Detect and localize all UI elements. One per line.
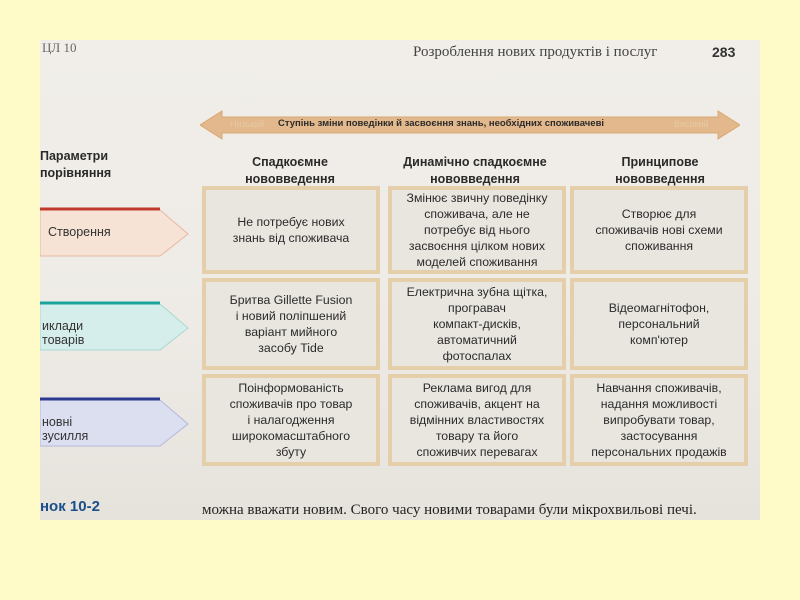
cell-examples-discontinuous <box>570 278 748 370</box>
cell-creation-continuous <box>202 186 380 274</box>
cell-line: товару та його <box>435 429 519 443</box>
cell-line: автоматичний <box>437 333 517 347</box>
cell-line: моделей споживання <box>416 255 538 269</box>
cell-line: варіант мийного <box>244 325 338 339</box>
degree-arrow <box>200 108 740 142</box>
cell-line: надання можливості <box>600 397 718 411</box>
cell-line: Реклама вигод для <box>422 381 532 395</box>
cell-line: засвоєння цілком нових <box>408 239 546 253</box>
cell-line: споживання <box>624 239 694 253</box>
cell-line: Змінює звичну поведінку <box>406 191 548 205</box>
cell-efforts-discontinuous <box>570 374 748 466</box>
column-header-line: Спадкоємне <box>252 155 328 169</box>
cell-line: споживчих перевагах <box>416 445 538 459</box>
cell-line: застосування <box>620 429 698 443</box>
row-label: иклади товарів <box>42 319 85 347</box>
row-label: Створення <box>48 225 111 239</box>
cell-line: програвач <box>448 301 506 315</box>
cell-line: потребує від нього <box>424 223 530 237</box>
cell-creation-discontinuous <box>570 186 748 274</box>
column-header-line: нововведення <box>615 172 705 186</box>
cell-line: споживачів нові схеми <box>595 223 723 237</box>
cell-line: компакт-дисків, <box>433 317 521 331</box>
cell-line: Створює для <box>621 207 697 221</box>
cell-line: споживачів, акцент на <box>414 397 540 411</box>
column-header-dynamic <box>380 154 570 188</box>
column-header-line: нововведення <box>430 172 520 186</box>
chapter-label: ЦЛ 10 <box>42 40 77 55</box>
arrow-low-label: Низький <box>230 119 265 129</box>
cell-line: Поінформованість <box>238 381 344 395</box>
cell-line: засобу Tide <box>258 341 324 355</box>
body-text-line: можна вважати новим. Свого часу новими товарами були мікрохвильові печі. <box>202 502 697 518</box>
cell-line: Навчання споживачів, <box>596 381 722 395</box>
cell-efforts-continuous <box>202 374 380 466</box>
column-header-continuous <box>210 154 370 188</box>
cell-line: персональних продажів <box>591 445 727 459</box>
cell-line: фотоспалах <box>442 349 512 363</box>
cell-line: Не потребує нових <box>237 215 345 229</box>
row-label: новні зусилля <box>42 415 89 443</box>
cell-line: Бритва Gillette Fusion <box>229 293 353 307</box>
cell-efforts-dynamic <box>388 374 566 466</box>
cell-line: і налагодження <box>247 413 335 427</box>
book-page-photo <box>40 40 760 520</box>
cell-line: споживача, але не <box>424 207 530 221</box>
cell-line: Відеомагнітофон, <box>608 301 710 315</box>
cell-examples-continuous <box>202 278 380 370</box>
arrow-main-label: Ступінь зміни поведінки й засвоєння знань, необхідних споживачеві <box>278 118 605 129</box>
cell-line: Електрична зубна щітка, <box>406 285 548 299</box>
cell-line: споживачів про товар <box>229 397 353 411</box>
cell-line: відмінних властивостях <box>409 413 545 427</box>
cell-line: знань від споживача <box>232 231 350 245</box>
cell-creation-dynamic <box>388 186 566 274</box>
column-header-discontinuous <box>580 154 740 188</box>
cell-line: збуту <box>275 445 307 459</box>
column-header-line: нововведення <box>245 172 335 186</box>
params-header <box>40 148 130 182</box>
params-header-line: Параметри <box>40 149 108 163</box>
cell-line: випробувати товар, <box>603 413 715 427</box>
cell-line: і новий поліпшений <box>235 309 347 323</box>
column-header-line: Динамічно спадкоємне <box>403 155 547 169</box>
column-header-line: Принципове <box>621 155 699 169</box>
page-number: 283 <box>712 44 736 60</box>
cell-examples-dynamic <box>388 278 566 370</box>
arrow-high-label: Високий <box>674 119 709 129</box>
running-title: Розроблення нових продуктів і послуг <box>413 44 658 60</box>
cell-line: персональний <box>618 317 700 331</box>
cell-line: широкомасштабного <box>231 429 351 443</box>
figure-label: нок 10-2 <box>40 498 100 515</box>
params-header-line: порівняння <box>40 166 112 180</box>
cell-line: комп'ютер <box>630 333 688 347</box>
